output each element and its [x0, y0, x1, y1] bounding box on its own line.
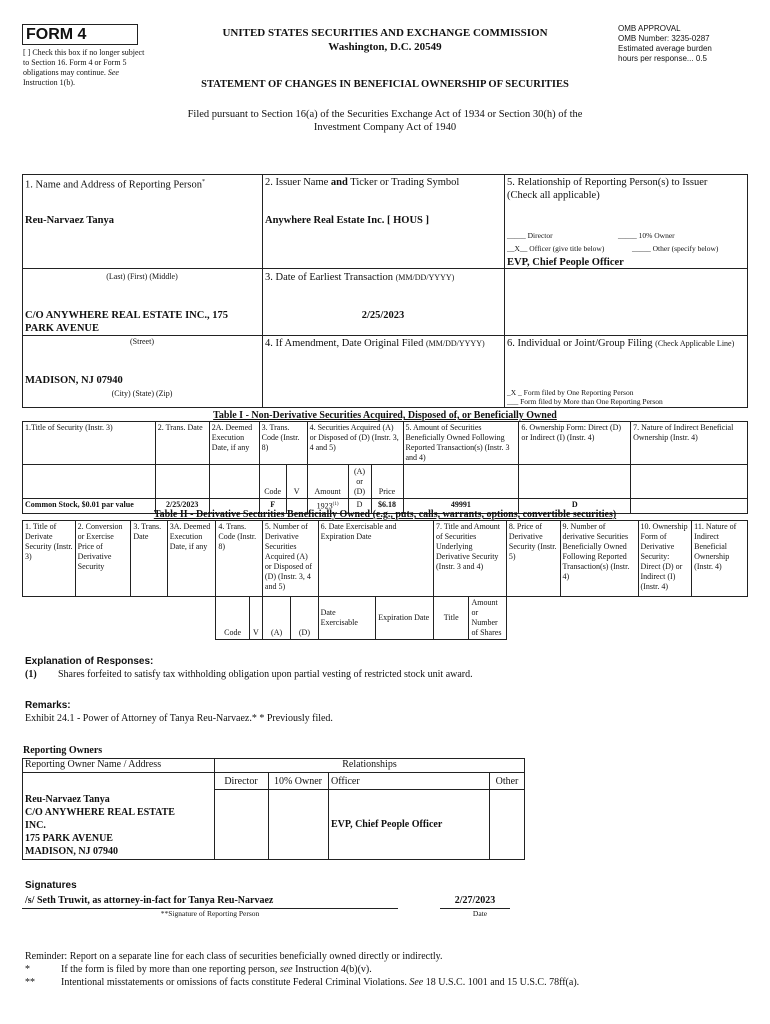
- owners-heading: Reporting Owners: [23, 745, 103, 756]
- t1-sub-price: Price: [371, 465, 403, 499]
- t2-sub-amount: Amount or Number of Shares: [469, 597, 506, 640]
- t1-row-owned: 49991: [403, 499, 519, 514]
- explanation-text: Shares forfeited to satisfy tax withholding obligation upon partial vesting of restricted stock unit award.: [58, 669, 473, 680]
- footnote-star-1: *: [25, 964, 30, 975]
- issuer-name: Anywhere Real Estate Inc. [ HOUS ]: [265, 215, 430, 226]
- earliest-transaction-date: 2/25/2023: [361, 310, 405, 321]
- reminder-text: Reminder: Report on a separate line for each class of securities beneficially owned directly or indirectly.: [25, 951, 443, 962]
- footnote-2: Intentional misstatements or omissions of facts constitute Federal Criminal Violations. See 18 U.S.C. 1001 and 15 U.S.C. 78ff(a).: [61, 977, 580, 988]
- director-checkbox[interactable]: _____ Director: [507, 231, 553, 240]
- table2-title: Table II - Derivative Securities Beneficially Owned (e.g., puts, calls, warrants, options, convertible securities): [153, 509, 617, 520]
- t2-h-conversion: 2. Conversion or Exercise Price of Derivative Security: [75, 521, 131, 597]
- omb-approval: OMB APPROVAL OMB Number: 3235-0287 Estimated average burden hours per response... 0.5: [618, 24, 712, 63]
- t2-h-code: 4. Trans. Code (Instr. 8): [216, 521, 263, 597]
- t1-row-form: D: [519, 499, 631, 514]
- t1-h-deemed: 2A. Deemed Execution Date, if any: [209, 422, 259, 465]
- t2-sub-expiration: Expiration Date: [376, 597, 434, 640]
- footnote-1: If the form is filed by more than one reporting person, see Instruction 4(b)(v).: [61, 964, 372, 975]
- top-form-grid: [22, 174, 748, 408]
- t1-h-date: 2. Trans. Date: [155, 422, 209, 465]
- owners-col-officer: Officer: [331, 776, 360, 787]
- owners-col-relationships: Relationships: [342, 759, 397, 770]
- t1-row-aord: D: [348, 499, 371, 514]
- t1-h-ownership-form: 6. Ownership Form: Direct (D) or Indirect (I) (Instr. 4): [519, 422, 631, 465]
- owners-col-other: Other: [495, 776, 519, 787]
- t2-h-nature: 11. Nature of Indirect Beneficial Ownership (Instr. 4): [692, 521, 748, 597]
- reporting-person-name: Reu-Narvaez Tanya: [25, 215, 114, 226]
- t2-h-owned: 9. Number of derivative Securities Beneficially Owned Following Reported Transaction(s) (Instr. 4): [560, 521, 638, 597]
- t2-h-title: 1. Title of Derivate Security (Instr. 3): [23, 521, 76, 597]
- statement-title: STATEMENT OF CHANGES IN BENEFICIAL OWNERSHIP OF SECURITIES: [201, 79, 569, 90]
- t1-sub-amount: Amount: [307, 465, 348, 499]
- checkbox-note: [ ] Check this box if no longer subject to Section 16. Form 4 or Form 5 obligations may continue. See Instruction 1(b).: [23, 48, 145, 87]
- t1-sub-aord: (A) or (D): [348, 465, 371, 499]
- t2-h-number: 5. Number of Derivative Securities Acquired (A) or Disposed of (D) (Instr. 3, 4 and 5): [262, 521, 318, 597]
- owners-col-name: Reporting Owner Name / Address: [25, 759, 162, 770]
- t1-row-price: $6.18: [371, 499, 403, 514]
- city-caption: (City) (State) (Zip): [111, 389, 173, 398]
- filing-option-multiple[interactable]: ___ Form filed by More than One Reporting Person: [507, 397, 663, 406]
- t1-row-date: 2/25/2023: [155, 499, 209, 514]
- t1-h-title: 1.Title of Security (Instr. 3): [23, 422, 156, 465]
- t2-h-price: 8. Price of Derivative Security (Instr. 5): [506, 521, 560, 597]
- box5-label: 5. Relationship of Reporting Person(s) to Issuer (Check all applicable): [507, 177, 708, 201]
- t2-sub-title: Title: [434, 597, 469, 640]
- signature-date: 2/27/2023: [454, 895, 496, 906]
- t2-sub-code: Code: [216, 597, 249, 640]
- box2-label: 2. Issuer Name and Ticker or Trading Symbol: [265, 177, 460, 188]
- box3-label: 3. Date of Earliest Transaction (MM/DD/YYYY): [265, 272, 455, 283]
- owners-col-director: Director: [224, 776, 258, 787]
- t1-sub-code: Code: [259, 465, 286, 499]
- ten-percent-owner-checkbox[interactable]: _____ 10% Owner: [618, 231, 675, 240]
- officer-title: EVP, Chief People Officer: [507, 257, 624, 268]
- owner-officer-title: EVP, Chief People Officer: [331, 819, 443, 830]
- t2-h-underlying: 7. Title and Amount of Securities Underlying Derivative Security (Instr. 3 and 4): [434, 521, 507, 597]
- t2-sub-date-exercisable: Date Exercisable: [318, 597, 376, 640]
- table1-title: Table I - Non-Derivative Securities Acquired, Disposed of, or Beneficially Owned: [213, 410, 557, 421]
- other-checkbox[interactable]: _____ Other (specify below): [632, 244, 719, 253]
- t2-h-ownership-form: 10. Ownership Form of Derivative Security: Direct (D) or Indirect (I) (Instr. 4): [638, 521, 692, 597]
- box1-label: 1. Name and Address of Reporting Person*: [25, 179, 206, 191]
- officer-checkbox[interactable]: __X__ Officer (give title below): [507, 244, 605, 253]
- city-address: MADISON, NJ 07940: [25, 375, 123, 386]
- t2-h-exercisable: 6. Date Exercisable and Expiration Date: [318, 521, 433, 597]
- street-address: C/O ANYWHERE REAL ESTATE INC., 175 PARK AVENUE: [25, 310, 228, 334]
- date-caption: Date: [472, 909, 488, 918]
- box4-label: 4. If Amendment, Date Original Filed (MM/DD/YYYY): [265, 338, 485, 349]
- owner-name-address: Reu-Narvaez Tanya C/O ANYWHERE REAL ESTATE INC. 175 PARK AVENUE MADISON, NJ 07940: [25, 794, 175, 857]
- t1-row-code: F: [259, 499, 286, 514]
- t1-h-securities: 4. Securities Acquired (A) or Disposed of (D) (Instr. 3, 4 and 5): [307, 422, 403, 465]
- street-caption: (Street): [130, 337, 154, 346]
- signer-name: /s/ Seth Truwit, as attorney-in-fact for Tanya Reu-Narvaez: [25, 895, 274, 906]
- owners-col-ten: 10% Owner: [273, 776, 323, 787]
- remarks-heading: Remarks:: [25, 700, 71, 711]
- box6-label: 6. Individual or Joint/Group Filing (Check Applicable Line): [507, 338, 735, 349]
- form-title: FORM 4: [26, 26, 87, 43]
- t2-h-deemed: 3A. Deemed Execution Date, if any: [167, 521, 216, 597]
- t1-row-title: Common Stock, $0.01 par value: [23, 499, 156, 514]
- t2-sub-a: (A): [262, 597, 290, 640]
- explanation-heading: Explanation of Responses:: [25, 656, 154, 667]
- filed-pursuant: Filed pursuant to Section 16(a) of the Securities Exchange Act of 1934 or Section 30(h) of the Investment Company Act of 1940: [187, 109, 583, 133]
- t1-sub-v: V: [286, 465, 307, 499]
- t1-h-nature: 7. Nature of Indirect Beneficial Ownership (Instr. 4): [631, 422, 748, 465]
- agency-title: UNITED STATES SECURITIES AND EXCHANGE COMMISSION: [222, 27, 548, 39]
- t2-sub-v: V: [249, 597, 262, 640]
- t2-sub-d: (D): [291, 597, 318, 640]
- signature-caption: **Signature of Reporting Person: [160, 909, 260, 918]
- agency-city: Washington, D.C. 20549: [328, 41, 442, 53]
- t1-row-amount: 1923$^{(1)}$: [307, 499, 348, 514]
- t1-h-amount-owned: 5. Amount of Securities Beneficially Owned Following Reported Transaction(s) (Instr. 3 and 4): [403, 422, 519, 465]
- footnote-star-2: **: [25, 977, 35, 988]
- table2: [22, 520, 748, 640]
- table1: [22, 421, 748, 514]
- remarks-text: Exhibit 24.1 - Power of Attorney of Tanya Reu-Narvaez.* * Previously filed.: [25, 713, 333, 724]
- explanation-number: (1): [25, 669, 37, 680]
- signatures-heading: Signatures: [25, 880, 77, 891]
- filing-option-one[interactable]: _X _ Form filed by One Reporting Person: [507, 388, 634, 397]
- name-caption: (Last) (First) (Middle): [106, 272, 178, 281]
- t2-h-date: 3. Trans. Date: [131, 521, 167, 597]
- form-title-box: [22, 24, 138, 45]
- t1-h-code: 3. Trans. Code (Instr. 8): [259, 422, 307, 465]
